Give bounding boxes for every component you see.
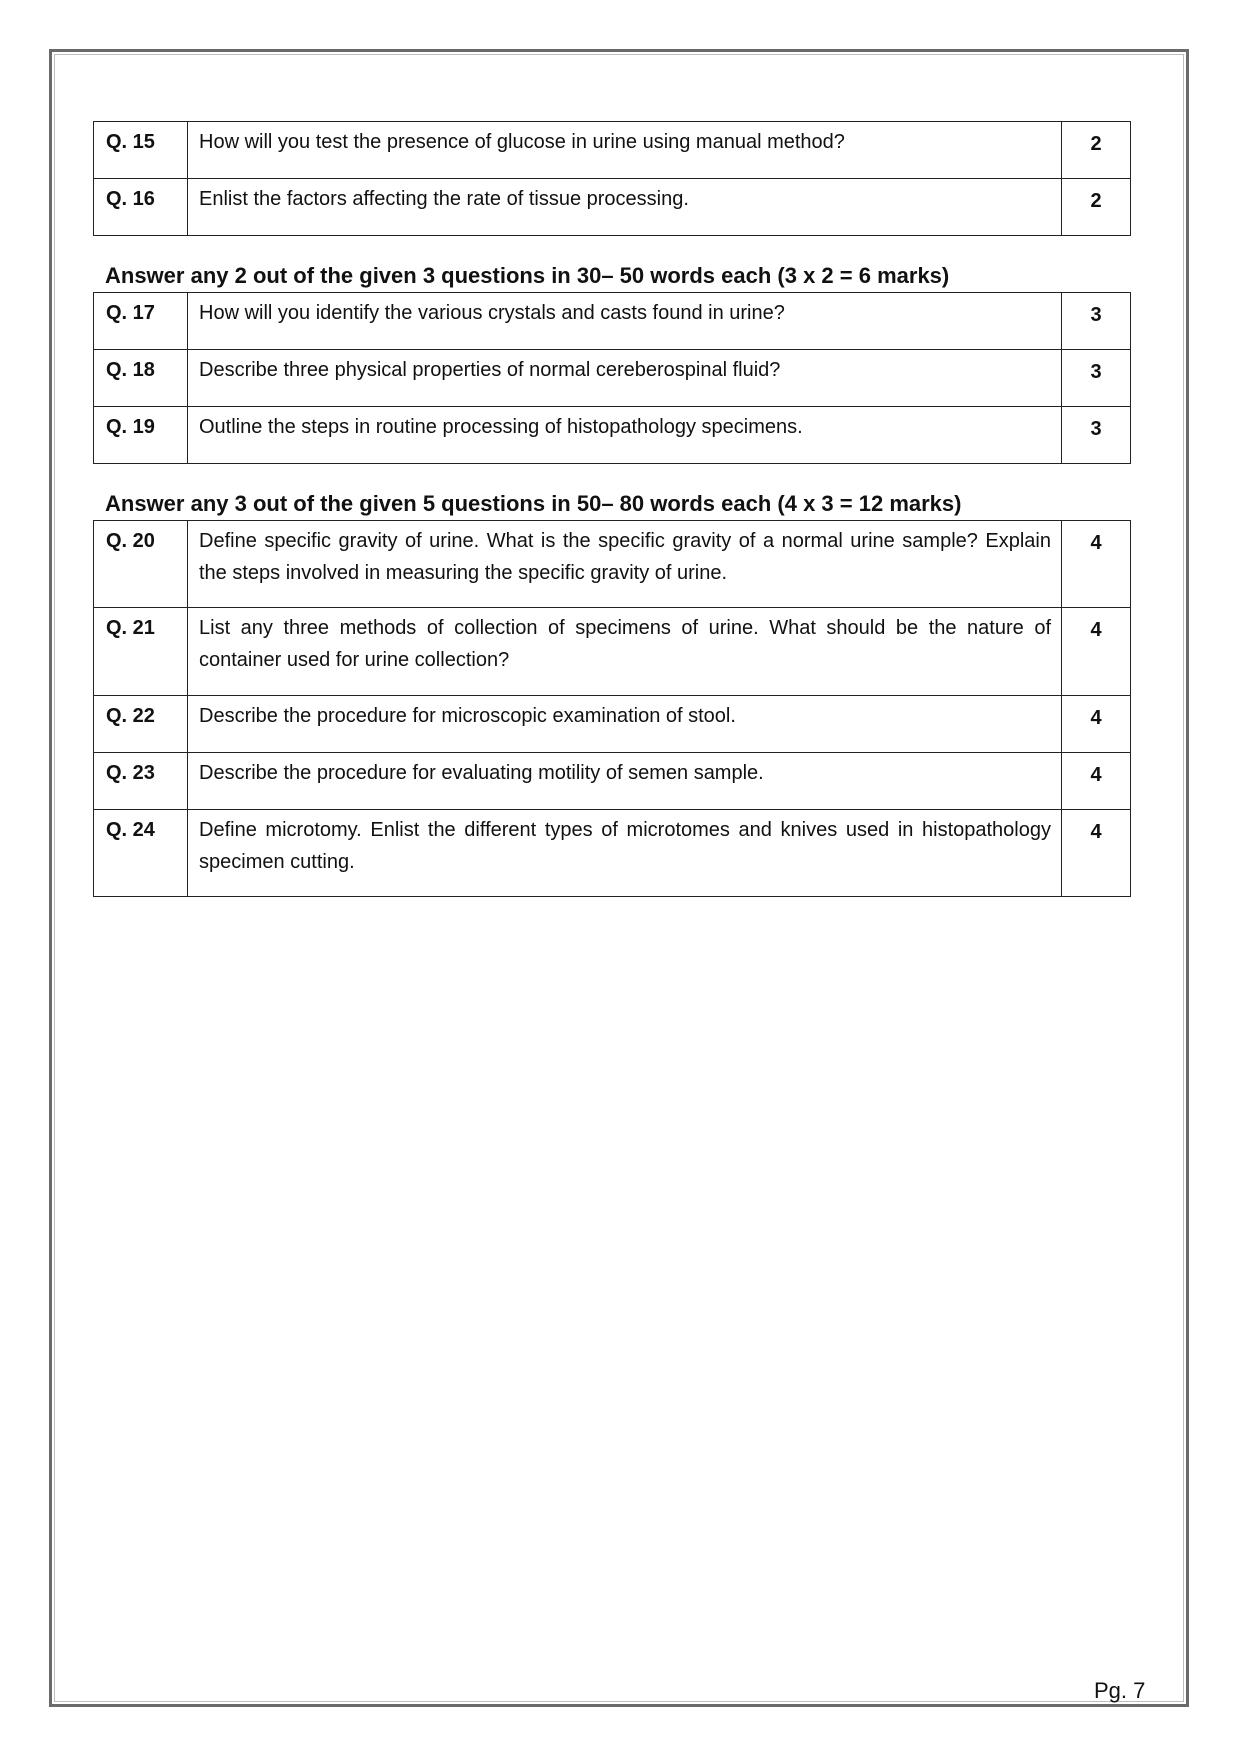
question-number: Q. 19 [94, 407, 188, 464]
question-marks: 3 [1062, 407, 1131, 464]
question-text: List any three methods of collection of specimens of urine. What should be the nature of container used for urine collection? [188, 608, 1062, 696]
question-text: Describe the procedure for microscopic examination of stool. [188, 696, 1062, 753]
question-text: Define specific gravity of urine. What is the specific gravity of a normal urine sample? Explain the steps involved in measuring the specific gravity of urine. [188, 521, 1062, 608]
question-marks: 2 [1062, 179, 1131, 236]
question-row [94, 407, 1131, 464]
question-row [94, 293, 1131, 350]
question-marks: 2 [1062, 122, 1131, 179]
section-heading: Answer any 2 out of the given 3 questions in 30– 50 words each (3 x 2 = 6 marks) [105, 263, 950, 288]
question-row [94, 608, 1131, 696]
question-number: Q. 22 [94, 696, 188, 753]
question-table-short [93, 121, 1131, 236]
question-content [93, 121, 1131, 897]
section-heading: Answer any 3 out of the given 5 questions in 50– 80 words each (4 x 3 = 12 marks) [105, 491, 962, 516]
question-row [94, 753, 1131, 810]
question-table-4-mark [93, 520, 1131, 897]
question-row [94, 521, 1131, 608]
question-marks: 4 [1062, 521, 1131, 608]
question-row [94, 696, 1131, 753]
question-text: Enlist the factors affecting the rate of tissue processing. [188, 179, 1062, 236]
question-number: Q. 23 [94, 753, 188, 810]
question-marks: 3 [1062, 350, 1131, 407]
question-text: Define microtomy. Enlist the different types of microtomes and knives used in histopathology specimen cutting. [188, 810, 1062, 897]
question-number: Q. 17 [94, 293, 188, 350]
question-number: Q. 15 [94, 122, 188, 179]
question-row [94, 350, 1131, 407]
question-number: Q. 20 [94, 521, 188, 608]
question-number: Q. 24 [94, 810, 188, 897]
question-marks: 4 [1062, 753, 1131, 810]
question-marks: 3 [1062, 293, 1131, 350]
question-marks: 4 [1062, 810, 1131, 897]
question-text: Outline the steps in routine processing of histopathology specimens. [188, 407, 1062, 464]
question-number: Q. 21 [94, 608, 188, 696]
page-number: Pg. 7 [1094, 1678, 1146, 1703]
question-text: Describe three physical properties of normal cereberospinal fluid? [188, 350, 1062, 407]
question-row [94, 179, 1131, 236]
question-marks: 4 [1062, 608, 1131, 696]
question-number: Q. 16 [94, 179, 188, 236]
question-row [94, 122, 1131, 179]
question-text: How will you identify the various crystals and casts found in urine? [188, 293, 1062, 350]
question-text: How will you test the presence of glucose in urine using manual method? [188, 122, 1062, 179]
question-table-3-mark [93, 292, 1131, 464]
question-marks: 4 [1062, 696, 1131, 753]
question-row [94, 810, 1131, 897]
question-text: Describe the procedure for evaluating motility of semen sample. [188, 753, 1062, 810]
question-number: Q. 18 [94, 350, 188, 407]
